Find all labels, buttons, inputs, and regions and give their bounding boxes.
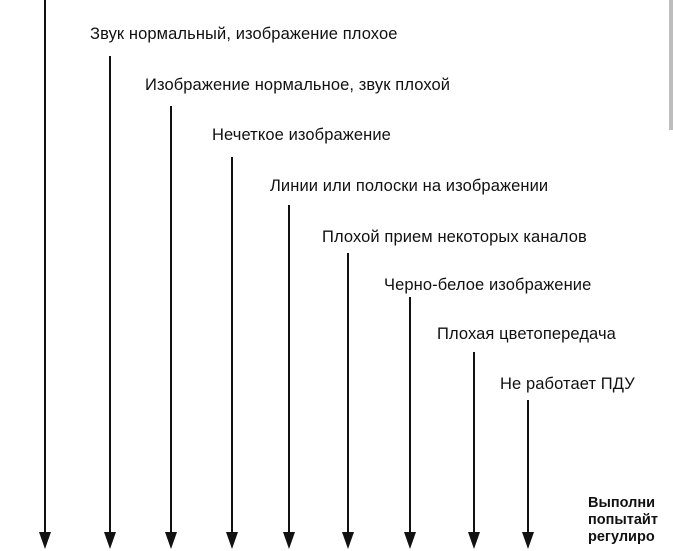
arrow-head-7: [468, 532, 480, 549]
symptom-label-poor-color: Плохая цветопередача: [437, 325, 616, 343]
arrow-head-0: [39, 532, 51, 549]
symptom-label-lines-on-picture: Линии или полоски на изображении: [270, 177, 549, 195]
arrow-head-8: [522, 532, 534, 549]
symptom-label-sound-ok-picture-bad: Звук нормальный, изображение плохое: [90, 25, 398, 43]
arrow-head-5: [342, 532, 354, 549]
note-line-1: Выполни: [588, 495, 655, 511]
arrow-head-3: [226, 532, 238, 549]
arrow-head-6: [404, 532, 416, 549]
symptom-label-black-white-picture: Черно-белое изображение: [384, 276, 592, 294]
arrow-head-4: [283, 532, 295, 549]
symptom-label-picture-ok-sound-bad: Изображение нормальное, звук плохой: [145, 76, 451, 94]
symptom-label-blurry-picture: Нечеткое изображение: [212, 126, 391, 144]
page-edge-shadow: [669, 0, 673, 130]
symptom-label-poor-channel-reception: Плохой прием некоторых каналов: [322, 228, 587, 246]
arrow-head-2: [165, 532, 177, 549]
symptom-label-remote-not-working: Не работает ПДУ: [500, 375, 635, 393]
arrow-head-1: [104, 532, 116, 549]
note-line-3: регулиро: [588, 529, 655, 545]
note-line-2: попытайт: [588, 512, 658, 528]
instruction-note: [588, 495, 658, 546]
